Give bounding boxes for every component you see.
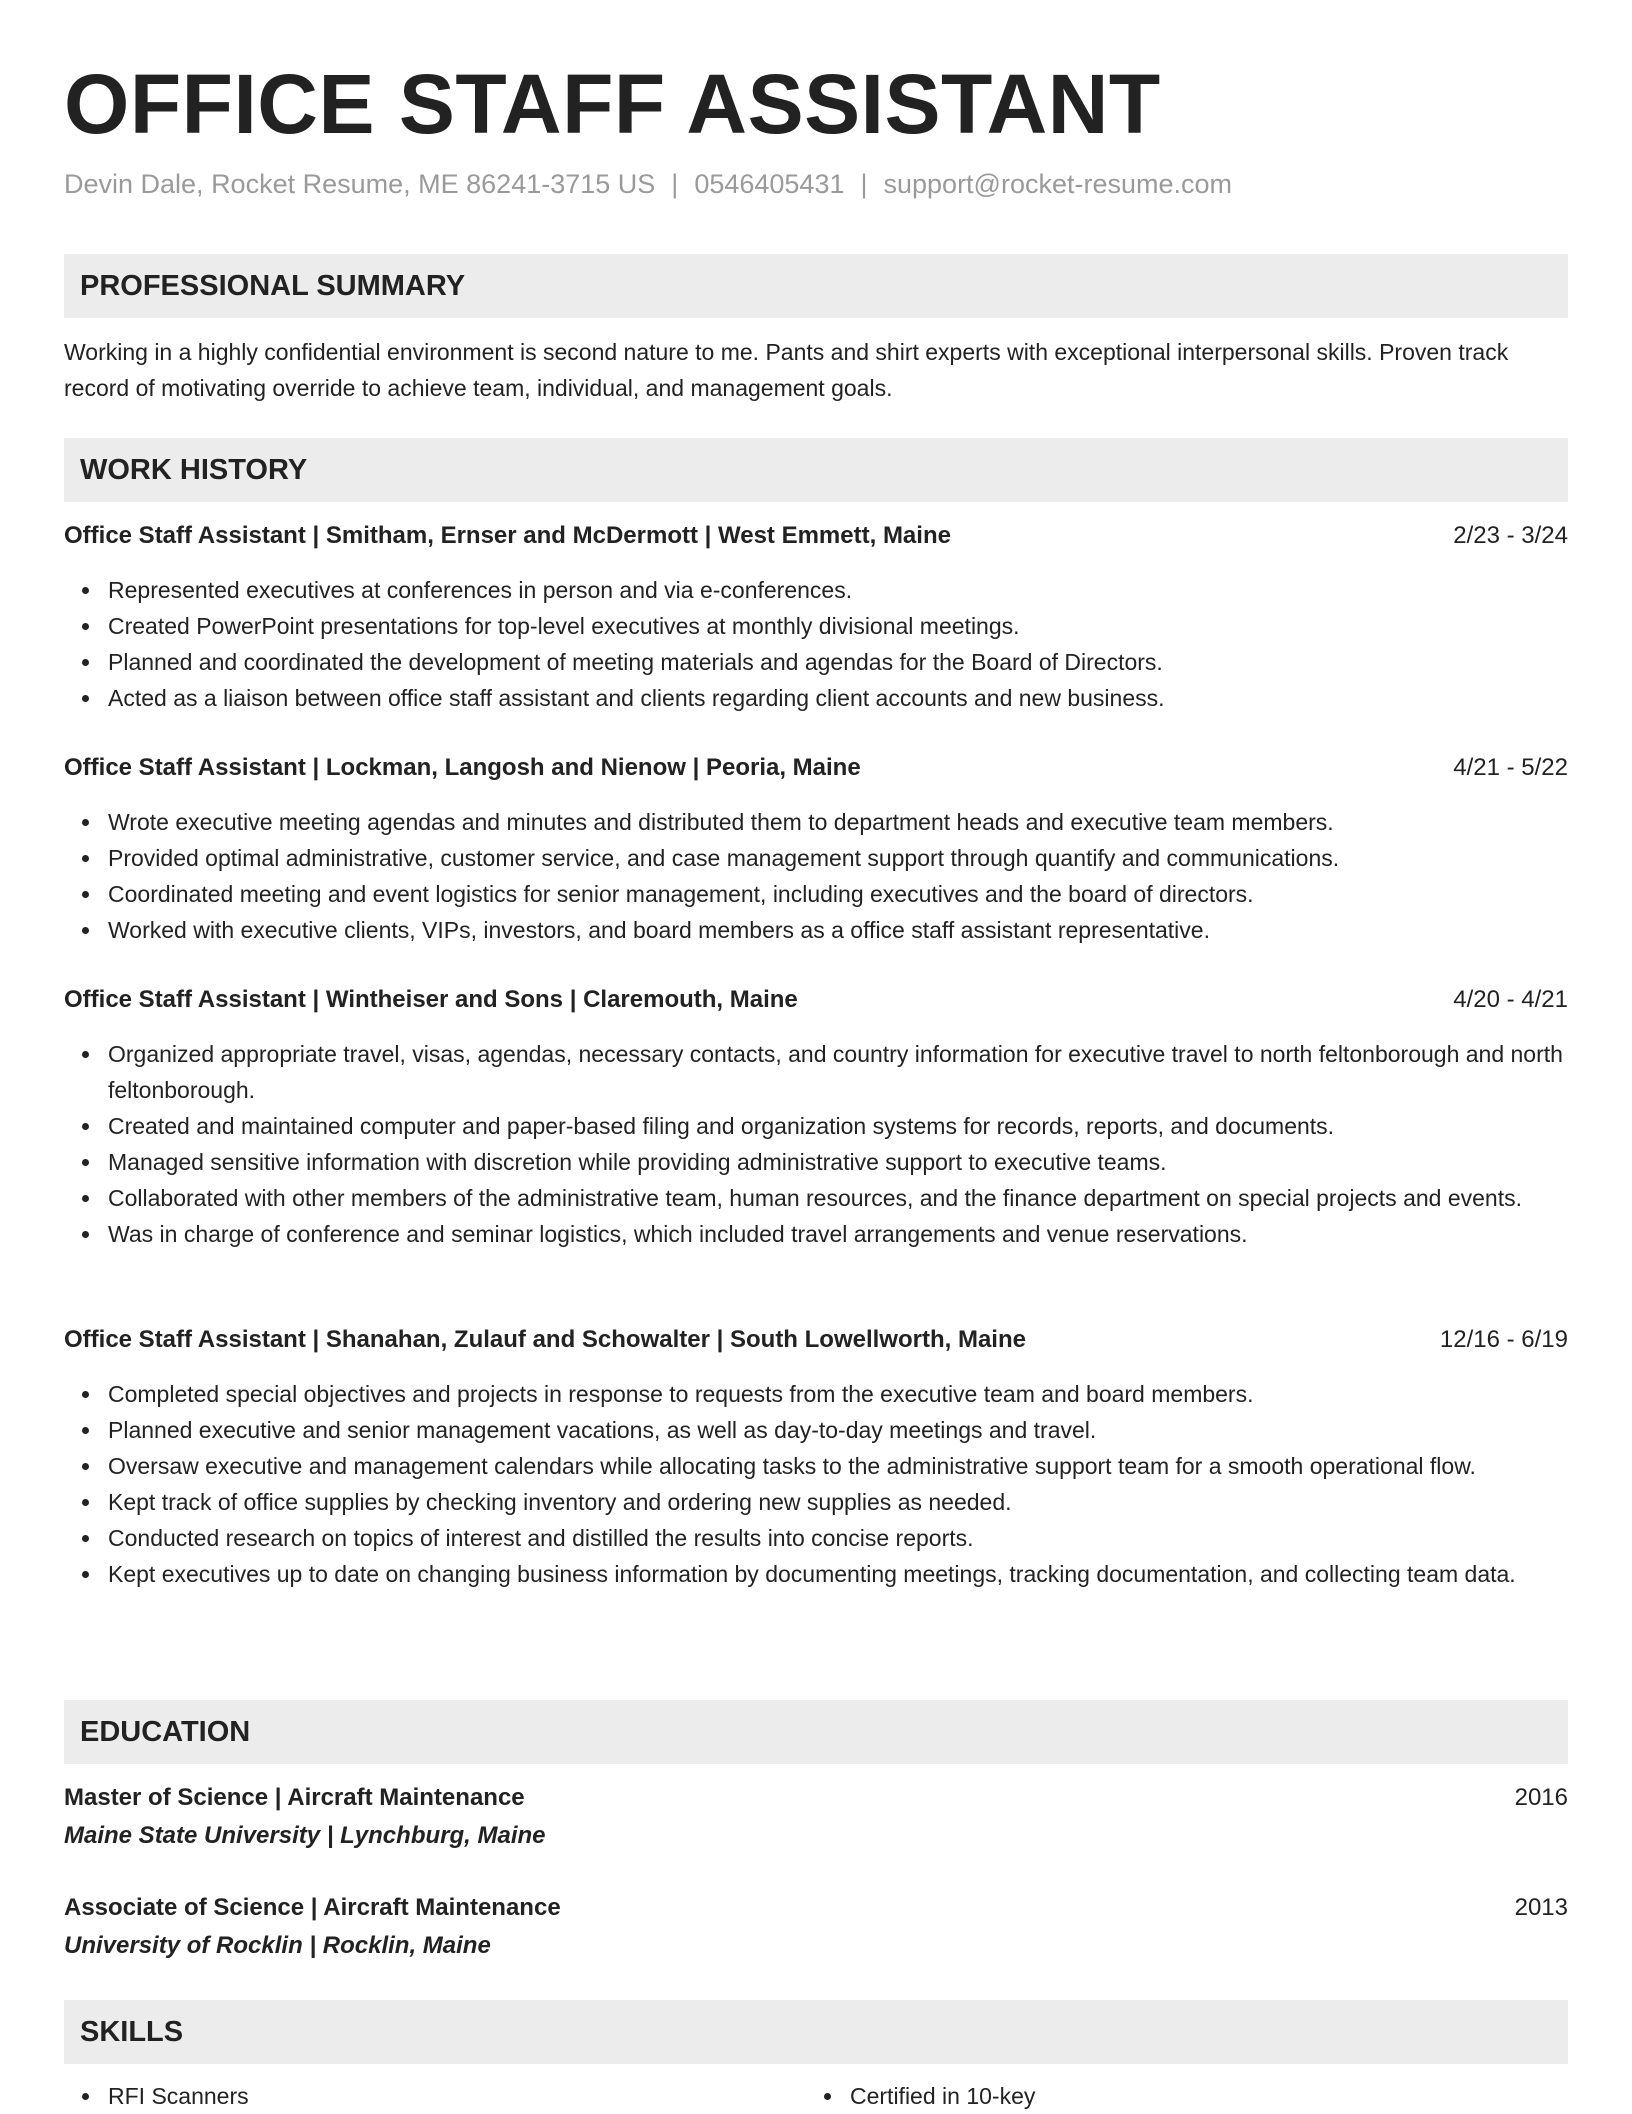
list-item: Kept track of office supplies by checking inventory and ordering new supplies as needed. [108,1484,1568,1520]
job-bullets [64,1036,1568,1252]
skill-item: RFI Scanners [108,2078,808,2114]
job-title: Office Staff Assistant | Lockman, Langosh and Nienow | Peoria, Maine [64,754,861,781]
list-item: Was in charge of conference and seminar logistics, which included travel arrangements and venue reservations. [108,1216,1568,1252]
contact-separator: | [671,169,679,199]
contact-separator: | [860,169,868,199]
job-dates: 4/21 - 5/22 [1453,754,1568,781]
contact-address: Devin Dale, Rocket Resume, ME 86241-3715 US [64,169,656,199]
contact-line [64,164,1232,204]
section-header-work-history [64,438,1568,502]
skills-list-left [64,2078,808,2114]
summary-text: Working in a highly confidential environment is second nature to me. Pants and shirt experts with exceptional interpersonal skills. Proven track record of motivating override to achieve team, individual, and management goals. [64,339,1509,401]
job-bullets [64,1376,1568,1592]
list-item: Managed sensitive information with discretion while providing administrative support to executive teams. [108,1144,1568,1180]
list-item: Acted as a liaison between office staff assistant and clients regarding client accounts and new business. [108,680,1568,716]
section-header-education [64,1700,1568,1764]
education-school: Maine State University | Lynchburg, Maine [64,1822,546,1849]
section-header-skills [64,2000,1568,2064]
list-item: Worked with executive clients, VIPs, investors, and board members as a office staff assistant representative. [108,912,1568,948]
section-title: PROFESSIONAL SUMMARY [80,270,466,302]
list-item: Organized appropriate travel, visas, agendas, necessary contacts, and country information for executive travel to north feltonborough and north feltonborough. [108,1036,1568,1108]
list-item: Planned executive and senior management vacations, as well as day-to-day meetings and travel. [108,1412,1568,1448]
job-title: Office Staff Assistant | Wintheiser and Sons | Claremouth, Maine [64,986,798,1013]
contact-phone[interactable]: 0546405431 [694,169,845,199]
job-title: Office Staff Assistant | Shanahan, Zulauf and Schowalter | South Lowellworth, Maine [64,1326,1026,1353]
resume-name-title: OFFICE STAFF ASSISTANT [64,57,1161,151]
list-item: Wrote executive meeting agendas and minutes and distributed them to department heads and executive team members. [108,804,1568,840]
list-item: Created PowerPoint presentations for top-level executives at monthly divisional meetings. [108,608,1568,644]
skill-item: Certified in 10-key [850,2078,1550,2114]
section-title: EDUCATION [80,1716,251,1748]
list-item: Represented executives at conferences in person and via e-conferences. [108,572,1568,608]
job-title: Office Staff Assistant | Smitham, Ernser and McDermott | West Emmett, Maine [64,522,951,549]
job-bullets [64,572,1568,716]
list-item: Collaborated with other members of the administrative team, human resources, and the finance department on special projects and events. [108,1180,1568,1216]
list-item: Completed special objectives and projects in response to requests from the executive team and board members. [108,1376,1568,1412]
list-item: Conducted research on topics of interest and distilled the results into concise reports. [108,1520,1568,1556]
list-item: Provided optimal administrative, customer service, and case management support through quantify and communications. [108,840,1568,876]
list-item: Planned and coordinated the development of meeting materials and agendas for the Board of Directors. [108,644,1568,680]
education-degree: Master of Science | Aircraft Maintenance [64,1784,525,1811]
education-year: 2016 [1514,1784,1568,1811]
section-header-summary [64,254,1568,318]
list-item: Oversaw executive and management calendars while allocating tasks to the administrative support team for a smooth operational flow. [108,1448,1568,1484]
skills-list-right [806,2078,1550,2114]
list-item: Created and maintained computer and paper-based filing and organization systems for records, reports, and documents. [108,1108,1568,1144]
education-school: University of Rocklin | Rocklin, Maine [64,1932,491,1959]
job-bullets [64,804,1568,948]
section-title: SKILLS [80,2016,184,2048]
list-item: Coordinated meeting and event logistics for senior management, including executives and the board of directors. [108,876,1568,912]
education-degree: Associate of Science | Aircraft Maintenance [64,1894,561,1921]
job-dates: 4/20 - 4/21 [1453,986,1568,1013]
education-year: 2013 [1514,1894,1568,1921]
job-dates: 12/16 - 6/19 [1439,1326,1568,1353]
section-title: WORK HISTORY [80,454,308,486]
job-dates: 2/23 - 3/24 [1453,522,1568,549]
contact-email[interactable]: support@rocket-resume.com [883,169,1233,199]
list-item: Kept executives up to date on changing business information by documenting meetings, tracking documentation, and collecting team data. [108,1556,1568,1592]
